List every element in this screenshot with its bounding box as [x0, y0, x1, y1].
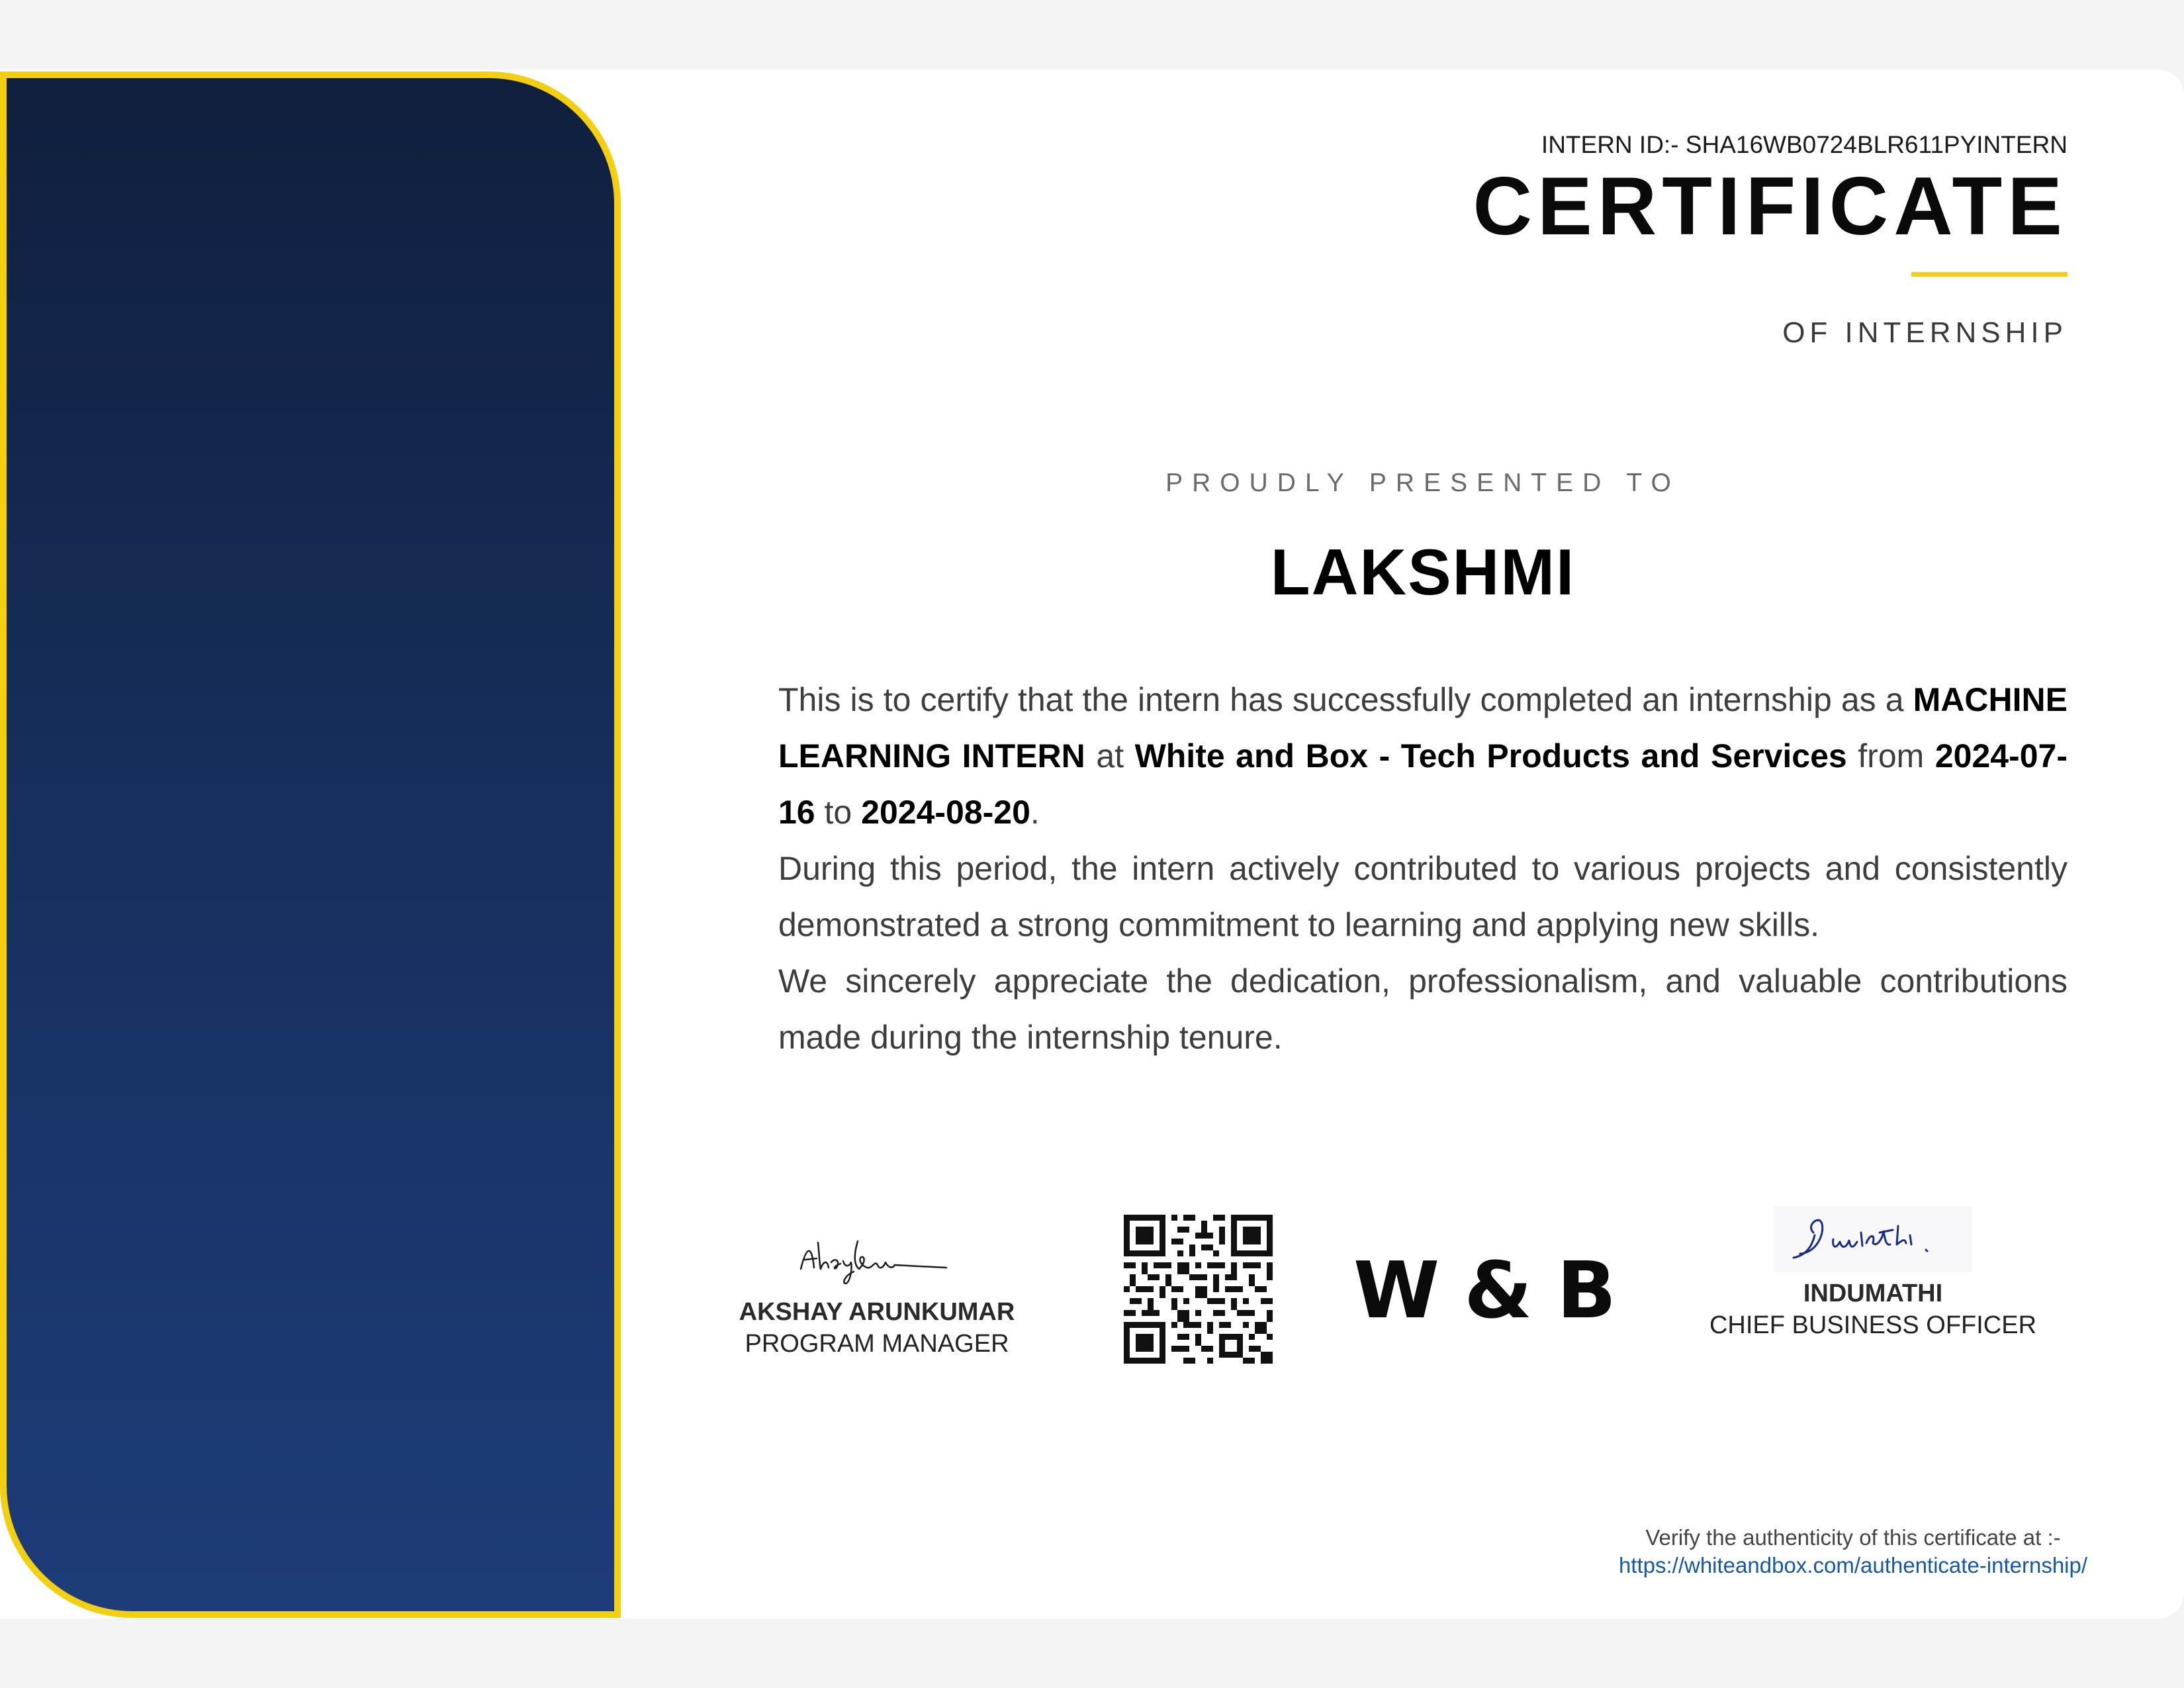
intern-id: INTERN ID:- SHA16WB0724BLR611PYINTERN [1541, 131, 2068, 158]
verification-link[interactable]: https://whiteandbox.com/authenticate-internship/ [1618, 1553, 2088, 1577]
body-to: to [824, 794, 852, 831]
certificate-subtitle: OF INTERNSHIP [1782, 316, 2068, 349]
signatory-right [1668, 1206, 2078, 1341]
intern-role: MACHINE LEARNING INTERN [778, 681, 2068, 774]
signatory-left-name: AKSHAY ARUNKUMAR [739, 1298, 1015, 1326]
body-paragraph-2: During this period, the intern actively contributed to various projects and consistently demonstrated a strong commitment to learning and applying new skills. [778, 850, 2068, 943]
signatory-left [711, 1228, 1042, 1360]
body-paragraph-3: We sincerely appreciate the dedication, professionalism, and valuable contributions made during the internship tenure. [778, 962, 2068, 1056]
certificate-title: CERTIFICATE [1473, 161, 2068, 252]
body-paragraph-1 [778, 672, 2068, 841]
decorative-side-panel [0, 71, 621, 1618]
end-date: 2024-08-20 [861, 794, 1030, 831]
period-end: . [1030, 794, 1040, 831]
company-logo: W & B [1353, 1244, 1615, 1336]
verification-label: Verify the authenticity of this certificate at :- [1645, 1525, 2061, 1550]
body-from: from [1858, 737, 1925, 774]
body-at: at [1096, 737, 1124, 774]
start-date: 2024-07-16 [778, 737, 2068, 831]
certificate-body [778, 672, 2068, 1066]
presented-to-label: PROUDLY PRESENTED TO [1165, 469, 1680, 497]
signatory-right-role: CHIEF BUSINESS OFFICER [1709, 1311, 2037, 1339]
signature-indumathi [1774, 1206, 1972, 1272]
title-underline [1911, 272, 2068, 277]
verification-qr-code [1124, 1215, 1273, 1364]
company-name: White and Box - Tech Products and Services [1134, 737, 1847, 774]
verification-footer [1509, 1524, 2184, 1579]
recipient-name: LAKSHMI [1270, 536, 1576, 608]
body-intro: This is to certify that the intern has successfully completed an internship as a [778, 681, 1904, 718]
signatory-right-name: INDUMATHI [1803, 1280, 1943, 1307]
signatory-left-role: PROGRAM MANAGER [745, 1330, 1009, 1358]
signature-akshay [794, 1228, 960, 1291]
